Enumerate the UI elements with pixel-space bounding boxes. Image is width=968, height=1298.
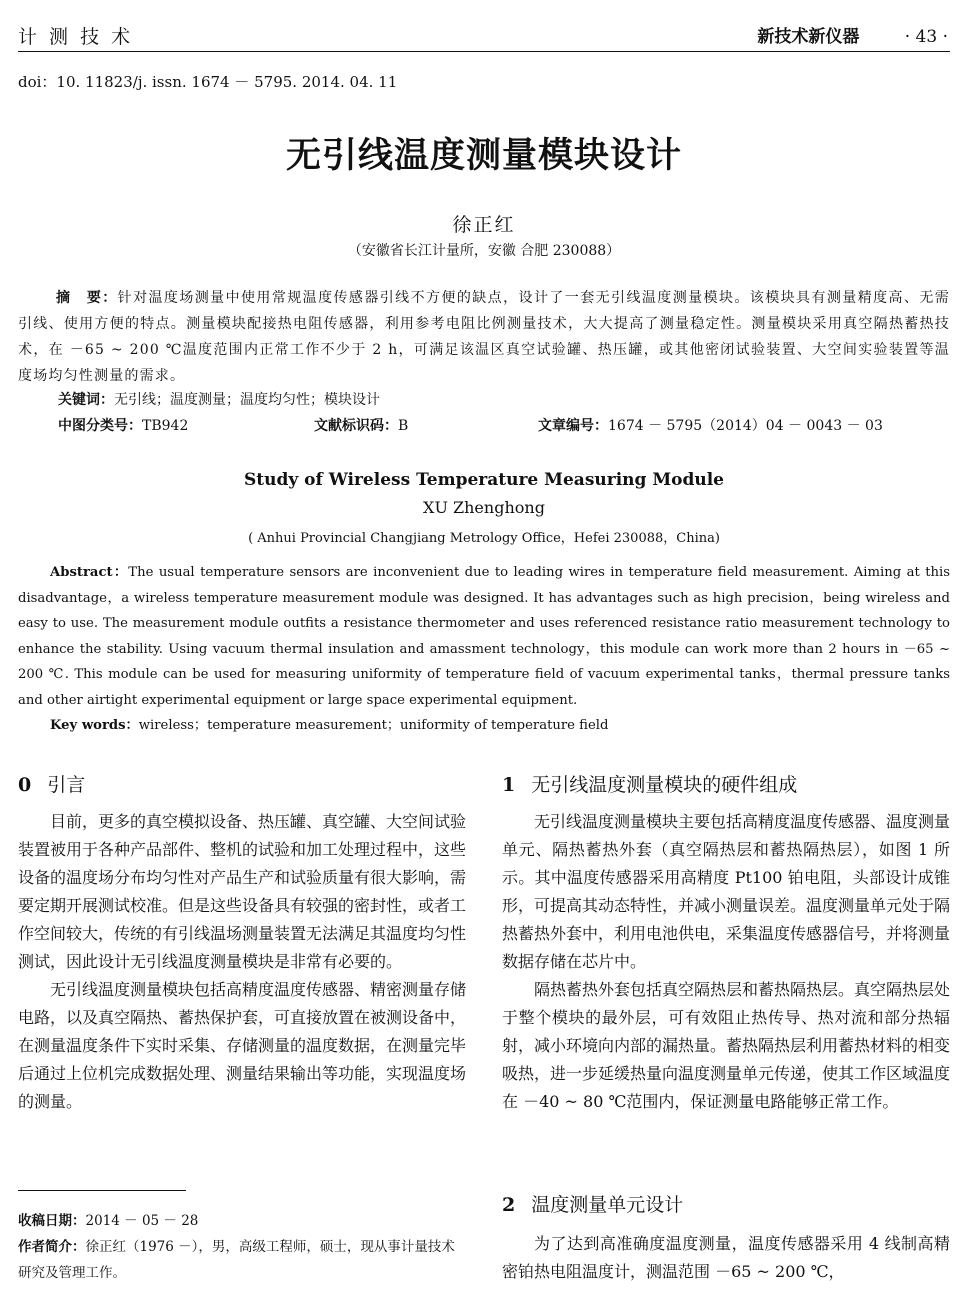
page-number: · 43 · — [904, 27, 948, 47]
clc-value: TB942 — [142, 418, 189, 434]
paragraph: 隔热蓄热外套包括真空隔热层和蓄热隔热层。真空隔热层处于整个模块的最外层，可有效阻止热传导、热对流和部分热辐射，减小环境向内部的漏热量。蓄热隔热层利用蓄热材料的相变吸热，进一步延缓热量向温度测量单元传递，使其工作区域温度在 －40 ~ 80 ℃范围内，保证测量电路能够正常工作。 — [502, 980, 951, 1111]
paragraph: 无引线温度测量模块包括高精度温度传感器、精密测量存储电路，以及真空隔热、蓄热保护套，可直接放置在被测设备中，在测量温度条件下实时采集、存储测量的温度数据，在测量完毕后通过上位机完成数据处理、测量结果输出等功能，实现温度场的测量。 — [18, 980, 467, 1111]
paper-title-en: Study of Wireless Temperature Measuring Module — [243, 470, 725, 490]
bio-value: 徐正红（1976 －），男，高级工程师，硕士，现从事计量技术研究及管理工作。 — [18, 1239, 455, 1281]
abstract-cn-label: 摘 要： — [56, 290, 118, 306]
paragraph: 目前，更多的真空模拟设备、热压罐、真空罐、大空间试验装置被用于各种产品部件、整机的试验和加工处理过程中，这些设备的温度场分布均匀性对产品生产和试验质量有很大影响，需要定期开展测试校准。但是这些设备具有较强的密封性，或者工作空间较大，传统的有引线温场测量装置无法满足其温度均匀性测试，因此设计无引线温度测量模块是非常有必要的。 — [18, 812, 467, 971]
doc-value: B — [398, 418, 409, 434]
article-number — [538, 415, 883, 435]
abstract-en-label: Abstract： — [50, 565, 129, 580]
section-2-title: 温度测量单元设计 — [531, 1194, 684, 1216]
bio-label: 作者简介： — [18, 1239, 86, 1255]
art-label: 文章编号： — [538, 418, 608, 434]
received-label: 收稿日期： — [18, 1213, 86, 1229]
abstract-cn-text: 针对温度场测量中使用常规温度传感器引线不方便的缺点，设计了一套无引线温度测量模块。该模块具有测量精度高、无需引线、使用方便的特点。测量模块配接热电阻传感器，利用参考电阻比例测量技术，大大提高了测量稳定性。测量模块采用真空隔热蓄热技术，在 －65 ~ 200 ℃温度范围内正常工作不少于 2 h，可满足该温区真空试验罐、热压罐，或其他密闭试验装置、大空间实验装置等温度场均匀性测量的需求。 — [18, 290, 950, 384]
keywords-en-text: wireless；temperature measurement；uniformity of temperature field — [138, 718, 609, 733]
footnote-rule — [18, 1190, 186, 1191]
paragraph: 无引线温度测量模块主要包括高精度温度传感器、温度测量单元、隔热蓄热外套（真空隔热层和蓄热隔热层），如图 1 所示。其中温度传感器采用高精度 Pt100 铂电阻，头部设计成锥形，可提高其动态特性，并减小测量误差。温度测量单元处于隔热蓄热外套中，利用电池供电，采集温度传感器信号，并将测量数据存储在芯片中。 — [502, 812, 951, 971]
section-0-body — [18, 808, 466, 1116]
section-0-number: 0 — [18, 774, 32, 796]
section-2-number: 2 — [502, 1194, 516, 1216]
author-bio — [18, 1234, 466, 1286]
affiliation-en: ( Anhui Provincial Changjiang Metrology Office，Hefei 230088，China) — [248, 531, 720, 546]
section-0-title: 引言 — [47, 774, 86, 796]
header-right — [757, 22, 948, 47]
section-1-heading — [502, 770, 797, 797]
author-cn: 徐正红 — [452, 214, 516, 236]
doc-label: 文献标识码： — [314, 418, 398, 434]
section-1-number: 1 — [502, 774, 516, 796]
clc-number — [58, 415, 188, 435]
abstract-en-text: The usual temperature sensors are inconvenient due to leading wires in temperature field measurement. Aiming at this disadvantage，a wireless temperature measurement module was designed. It has advantages such as high precision，being wireless and easy to use. The measurement module outfits a resistance thermometer and uses referenced resistance ratio measurement technology to enhance the stability. Using vacuum thermal insulation and amassment technology，this module can work more than 2 hours in －65 ~ 200 ℃. This module can be used for measuring uniformity of temperature field of vacuum experimental tanks，thermal pressure tanks and other airtight experimental equipment or large space experimental equipment. — [18, 565, 951, 708]
received-date — [18, 1208, 466, 1234]
author-en: XU Zhenghong — [423, 498, 545, 517]
affiliation-cn: （安徽省长江计量所，安徽 合肥 230088） — [347, 243, 621, 259]
paper-title-cn: 无引线温度测量模块设计 — [285, 136, 682, 176]
doi: doi：10. 11823/j. issn. 1674 － 5795. 2014. 04. 11 — [18, 73, 398, 91]
abstract-en — [18, 560, 950, 713]
keywords-cn-text: 无引线；温度测量；温度均匀性；模块设计 — [114, 392, 380, 408]
footnote — [18, 1208, 466, 1286]
section-1-body — [502, 808, 950, 1116]
art-value: 1674 － 5795（2014）04 － 0043 － 03 — [608, 418, 883, 434]
paragraph: 为了达到高准确度温度测量，温度传感器采用 4 线制高精密铂热电阻温度计，测温范围 －65 ~ 200 ℃， — [502, 1234, 950, 1281]
section-1-title: 无引线温度测量模块的硬件组成 — [531, 774, 798, 796]
section-0-heading — [18, 770, 85, 797]
abstract-cn — [18, 285, 950, 389]
keywords-en — [50, 714, 608, 733]
document-code — [314, 415, 408, 435]
keywords-en-label: Key words： — [50, 718, 139, 733]
section-2-body — [502, 1230, 950, 1286]
header-rule — [18, 51, 950, 52]
clc-label: 中图分类号： — [58, 418, 142, 434]
journal-name: 计 测 技 术 — [18, 26, 134, 48]
section-2-heading — [502, 1190, 683, 1217]
section-name: 新技术新仪器 — [757, 27, 860, 47]
keywords-cn — [58, 389, 380, 409]
keywords-cn-label: 关键词： — [58, 392, 114, 408]
received-value: 2014 － 05 － 28 — [85, 1213, 199, 1229]
